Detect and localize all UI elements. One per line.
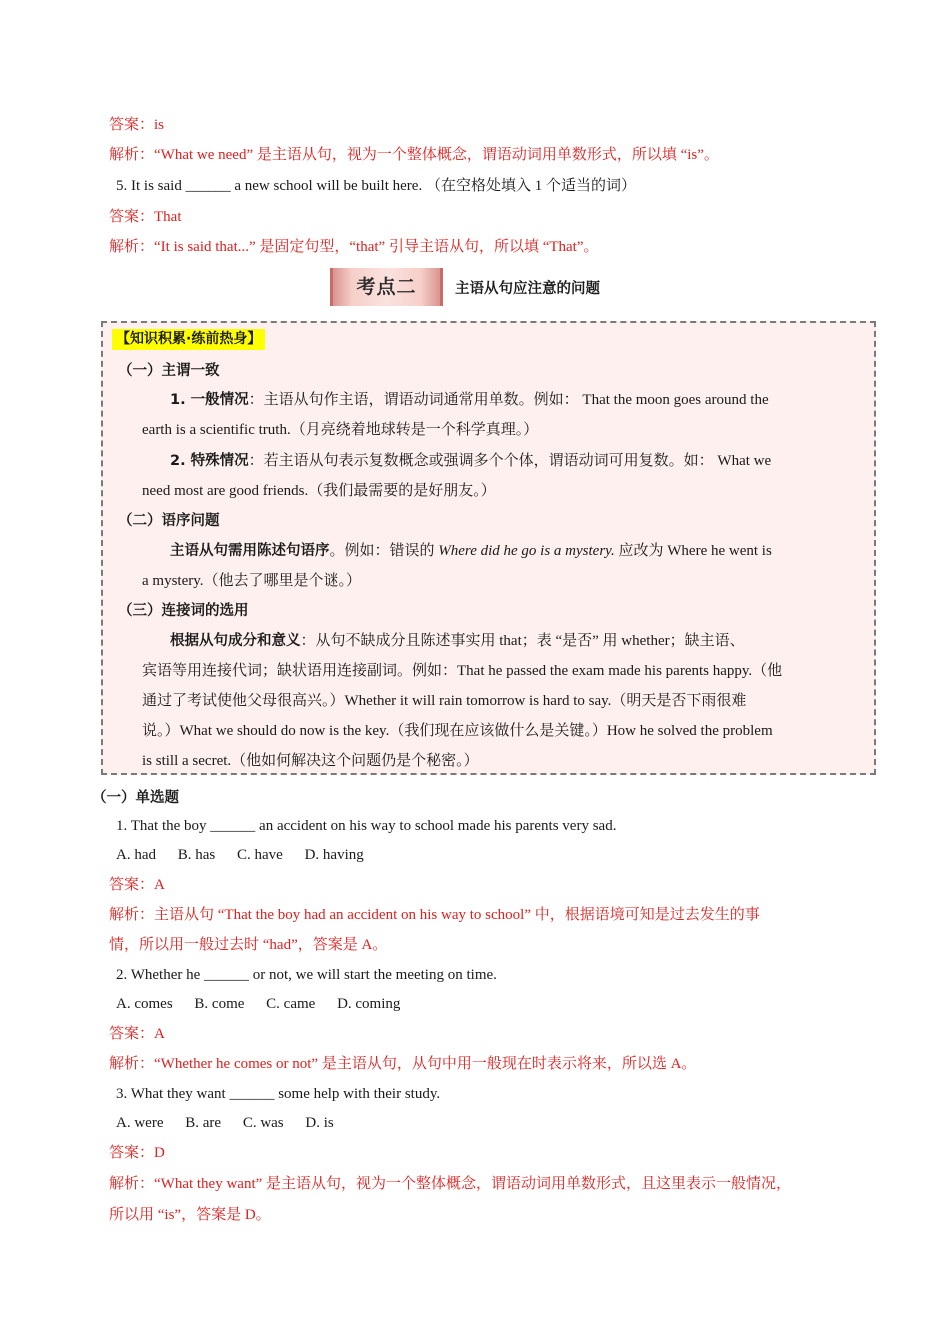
rule-4-line-2: 宾语等用连接代词；缺状语用连接副词。例如：That he passed the exam made his parents happy.（他 [142,663,783,679]
rule-3-mid: 。例如：错误的 [329,543,439,559]
question-2-options [116,994,400,1014]
rule-4-text: ：从句不缺成分且陈述事实用 that；表 “是否” 用 whether；缺主语、 [300,633,745,649]
rule-2-line-1 [170,451,865,471]
question-5: 5. It is said ______ a new school will be built here. （在空格处填入 1 个适当的词） [116,178,636,194]
section-badge: 考点二 [330,268,443,306]
rule-3-end: 应改为 Where he went is [614,543,772,559]
option-b: B. are [185,1115,222,1131]
explanation-3-line-1: 解析：“What they want” 是主语从句，视为一个整体概念，谓语动词用单数形式，且这里表示一般情况， [109,1176,792,1192]
rule-4-line-1 [170,631,745,651]
rule-3-wrong-example: Where did he go is a mystery. [438,543,615,559]
subsection-title-3: （三）连接词的选用 [118,603,249,619]
rule-3-label: 主语从句需用陈述句语序 [170,543,330,559]
option-a: A. comes [116,996,173,1012]
option-a: A. were [116,1115,164,1131]
explanation-4: 解析：“What we need” 是主语从句，视为一个整体概念，谓语动词用单数形式，所以填 “is”。 [109,147,719,163]
knowledge-tag: 【知识积累·练前热身】 [112,329,265,350]
rule-4-line-4: 说。）What we should do now is the key.（我们现在应该做什么是关键。）How he solved the problem [142,723,773,739]
question-1: 1. That the boy ______ an accident on his way to school made his parents very sad. [116,818,617,834]
option-d: D. is [305,1115,334,1131]
explanation-1-line-1: 解析：主语从句 “That the boy had an accident on his way to school” 中，根据语境可知是过去发生的事 [109,907,760,923]
rule-2-line-2: need most are good friends.（我们最需要的是好朋友。） [142,483,496,499]
subsection-title-2: （二）语序问题 [118,513,220,529]
answer-2: 答案：A [109,1026,165,1042]
question-2: 2. Whether he ______ or not, we will start the meeting on time. [116,967,497,983]
subsection-title-1: （一）主谓一致 [118,363,220,379]
rule-3-line-1 [170,541,772,561]
option-d: D. having [304,847,364,863]
option-c: C. have [237,847,283,863]
rule-1-line-1 [170,390,865,410]
explanation-3-line-2: 所以用 “is”，答案是 D。 [109,1207,271,1223]
explanation-5: 解析：“It is said that...” 是固定句型，“that” 引导主语从句，所以填 “That”。 [109,239,599,255]
option-c: C. came [266,996,316,1012]
rule-4-line-5: is still a secret.（他如何解决这个问题仍是个秘密。） [142,753,479,769]
answer-1: 答案：A [109,877,165,893]
option-c: C. was [242,1115,284,1131]
option-d: D. coming [337,996,401,1012]
exercise-title: （一）单选题 [92,790,179,806]
answer-5: 答案：That [109,209,182,225]
rule-1-line-2: earth is a scientific truth.（月亮绕着地球转是一个科学真理。） [142,422,539,438]
rule-4-line-3: 通过了考试使他父母很高兴。）Whether it will rain tomorrow is hard to say.（明天是否下雨很难 [142,693,747,709]
rule-4-label: 根据从句成分和意义 [170,633,301,649]
question-3: 3. What they want ______ some help with their study. [116,1086,441,1102]
rule-1-text: ：主语从句作主语，谓语动词通常用单数。例如： That the moon goes around the [248,392,769,408]
explanation-1-line-2: 情，所以用一般过去时 “had”，答案是 A。 [109,937,388,953]
explanation-2: 解析：“Whether he comes or not” 是主语从句，从句中用一般现在时表示将来，所以选 A。 [109,1056,697,1072]
rule-2-label: 2. 特殊情况 [170,453,249,469]
option-b: B. has [177,847,216,863]
option-b: B. come [194,996,245,1012]
option-a: A. had [116,847,156,863]
rule-1-label: 1. 一般情况 [170,392,249,408]
answer-3: 答案：D [109,1145,165,1161]
rule-2-text: ：若主语从句表示复数概念或强调多个个体，谓语动词可用复数。如： What we [248,453,772,469]
question-3-options [116,1113,334,1133]
rule-3-line-2: a mystery.（他去了哪里是个谜。） [142,573,362,589]
question-1-options [116,845,364,865]
section-title: 主语从句应注意的问题 [455,281,600,297]
answer-4: 答案：is [109,117,165,133]
